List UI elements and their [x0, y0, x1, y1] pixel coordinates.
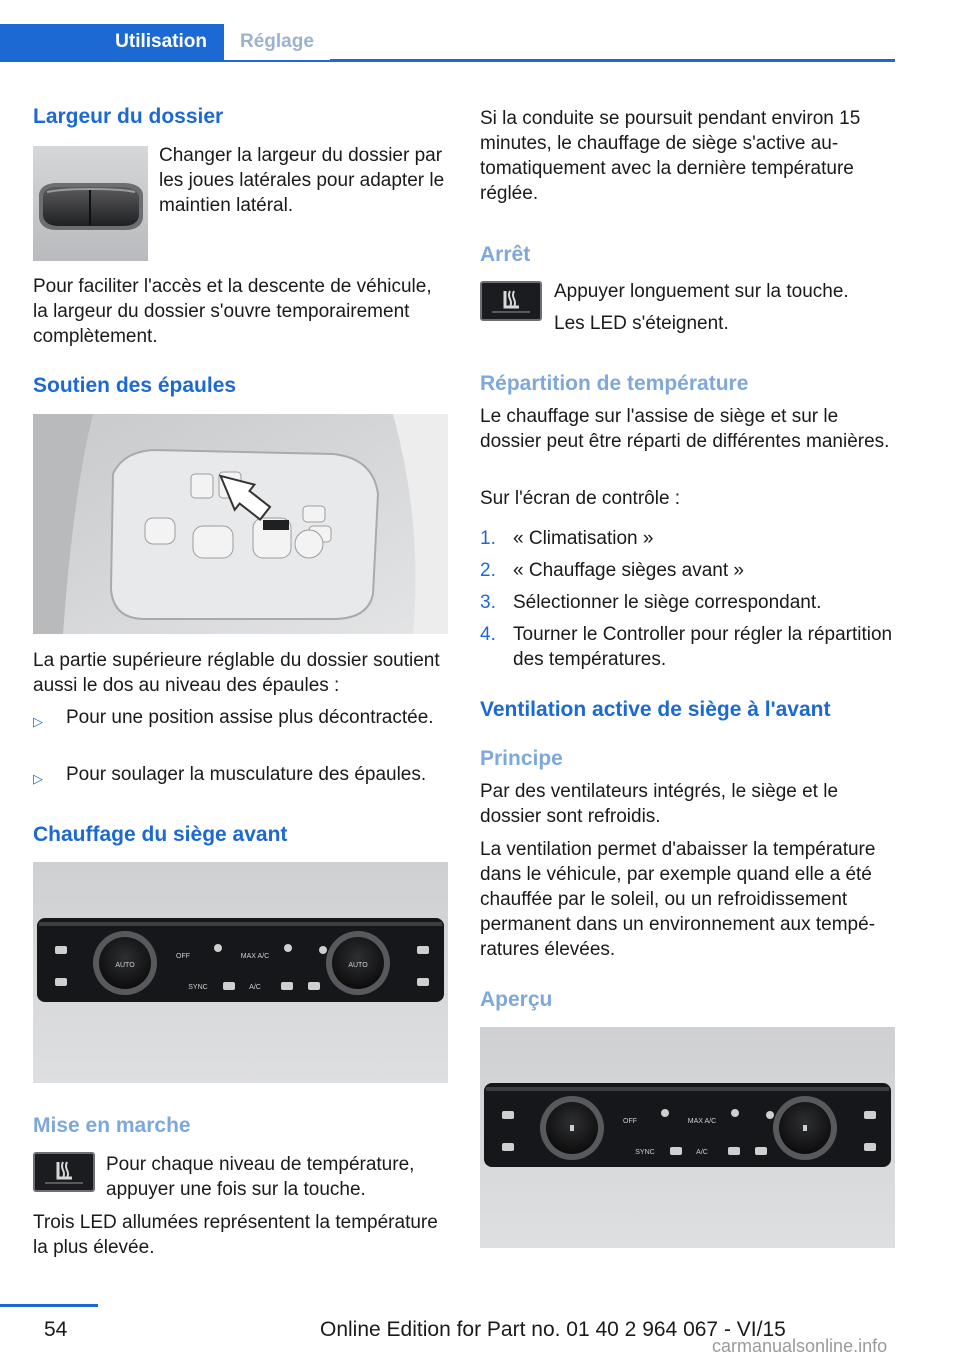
heading-chauffage-siege: Chauffage du siège avant: [33, 823, 288, 846]
climate-panel-image: [33, 862, 448, 1083]
seat-heating-button-image: [33, 1152, 95, 1192]
climate-panel-overview-image: [480, 1027, 895, 1248]
heading-repartition: Répartition de température: [480, 372, 749, 395]
seat-heating-icon: [482, 283, 540, 319]
list-item: 1. « Climatisation »: [480, 528, 654, 549]
backrest-width-switch-image: [33, 146, 148, 261]
list-item: 3. Sélectionner le siège correspondant.: [480, 592, 822, 613]
seat-controls-illustration: [33, 414, 448, 634]
text-largeur-2: Pour faciliter l'accès et la descente de véhicule, la largeur du dossier s'ouvre temporairement complètement.: [33, 276, 432, 347]
seat-heating-button-image: [480, 281, 542, 321]
bullet-marker-icon: ▷: [33, 771, 43, 786]
svg-text:AUTO: AUTO: [115, 962, 135, 969]
list-item: ▷ Pour soulager la musculature des épaules.: [33, 762, 448, 787]
watermark: carmanualsonline.info: [712, 1336, 888, 1356]
text-soutien: La partie supérieure réglable du dossier soutient aussi le dos au niveau des épaules :: [33, 650, 440, 696]
climate-panel-illustration: [33, 862, 448, 1083]
footer-rule: [0, 1304, 98, 1307]
heading-ventilation: Ventilation active de siège à l'avant: [480, 698, 831, 721]
text-principe-1: Par des ventilateurs intégrés, le siège et le dossier sont refroidis.: [480, 781, 839, 827]
heading-soutien-epaules: Soutien des épaules: [33, 374, 237, 397]
list-item: ▷ Pour une position assise plus décontractée.: [33, 705, 448, 755]
svg-text:A/C: A/C: [249, 984, 261, 991]
tab-utilisation[interactable]: Utilisation: [0, 24, 224, 60]
svg-text:SYNC: SYNC: [188, 984, 208, 991]
tab-reglage[interactable]: Réglage: [224, 24, 330, 60]
seat-controls-image: [33, 414, 448, 634]
heading-apercu: Aperçu: [480, 988, 553, 1011]
svg-text:AUTO: AUTO: [348, 962, 368, 969]
text-principe-2: La ventilation permet d'abaisser la température dans le véhicule, par exemple quand elle a été chauffée par le soleil, ou un refroidissement permanent dans un environnement aux températures élevées.: [480, 839, 876, 960]
backrest-switch-icon: [33, 146, 148, 261]
heading-mise-en-marche: Mise en marche: [33, 1114, 191, 1137]
svg-text:SYNC: SYNC: [635, 1149, 655, 1156]
bullet-marker-icon: ▷: [33, 714, 43, 729]
header-tabbar: [0, 24, 895, 62]
heading-arret: Arrêt: [480, 243, 531, 266]
text-mise-1: Pour chaque niveau de température, appuyer une fois sur la touche.: [106, 1154, 415, 1200]
svg-text:MAX A/C: MAX A/C: [687, 1118, 717, 1125]
text-largeur-1: Changer la largeur du dossier par les joues latérales pour adapter le maintien latéral.: [159, 145, 445, 216]
text-arret-2: Les LED s'éteignent.: [554, 313, 729, 334]
svg-text:OFF: OFF: [176, 953, 190, 960]
svg-text:MAX A/C: MAX A/C: [240, 953, 270, 960]
page-number: 54: [44, 1318, 68, 1341]
heading-largeur-dossier: Largeur du dossier: [33, 105, 224, 128]
text-ecran-controle: Sur l'écran de contrôle :: [480, 488, 681, 509]
list-item: 2. « Chauffage sièges avant »: [480, 560, 744, 581]
climate-panel-illustration: [480, 1027, 895, 1248]
list-item: 4. Tourner le Controller pour régler la répartition des températures.: [480, 624, 893, 670]
svg-text:A/C: A/C: [696, 1149, 708, 1156]
text-intro-15-minutes: Si la conduite se poursuit pendant environ 15 minutes, le chauffage de siège s'active automatiquement avec la dernière température réglée.: [480, 108, 861, 204]
text-repartition: Le chauffage sur l'assise de siège et sur le dossier peut être réparti de différentes manières.: [480, 406, 890, 452]
seat-heating-icon: [35, 1154, 93, 1190]
heading-principe: Principe: [480, 747, 563, 770]
text-mise-2: Trois LED allumées représentent la température la plus élevée.: [33, 1212, 438, 1258]
footer-edition: Online Edition for Part no. 01 40 2 964 067 - VI/15: [320, 1318, 786, 1341]
text-arret-1: Appuyer longuement sur la touche.: [554, 281, 849, 302]
svg-text:OFF: OFF: [623, 1118, 637, 1125]
